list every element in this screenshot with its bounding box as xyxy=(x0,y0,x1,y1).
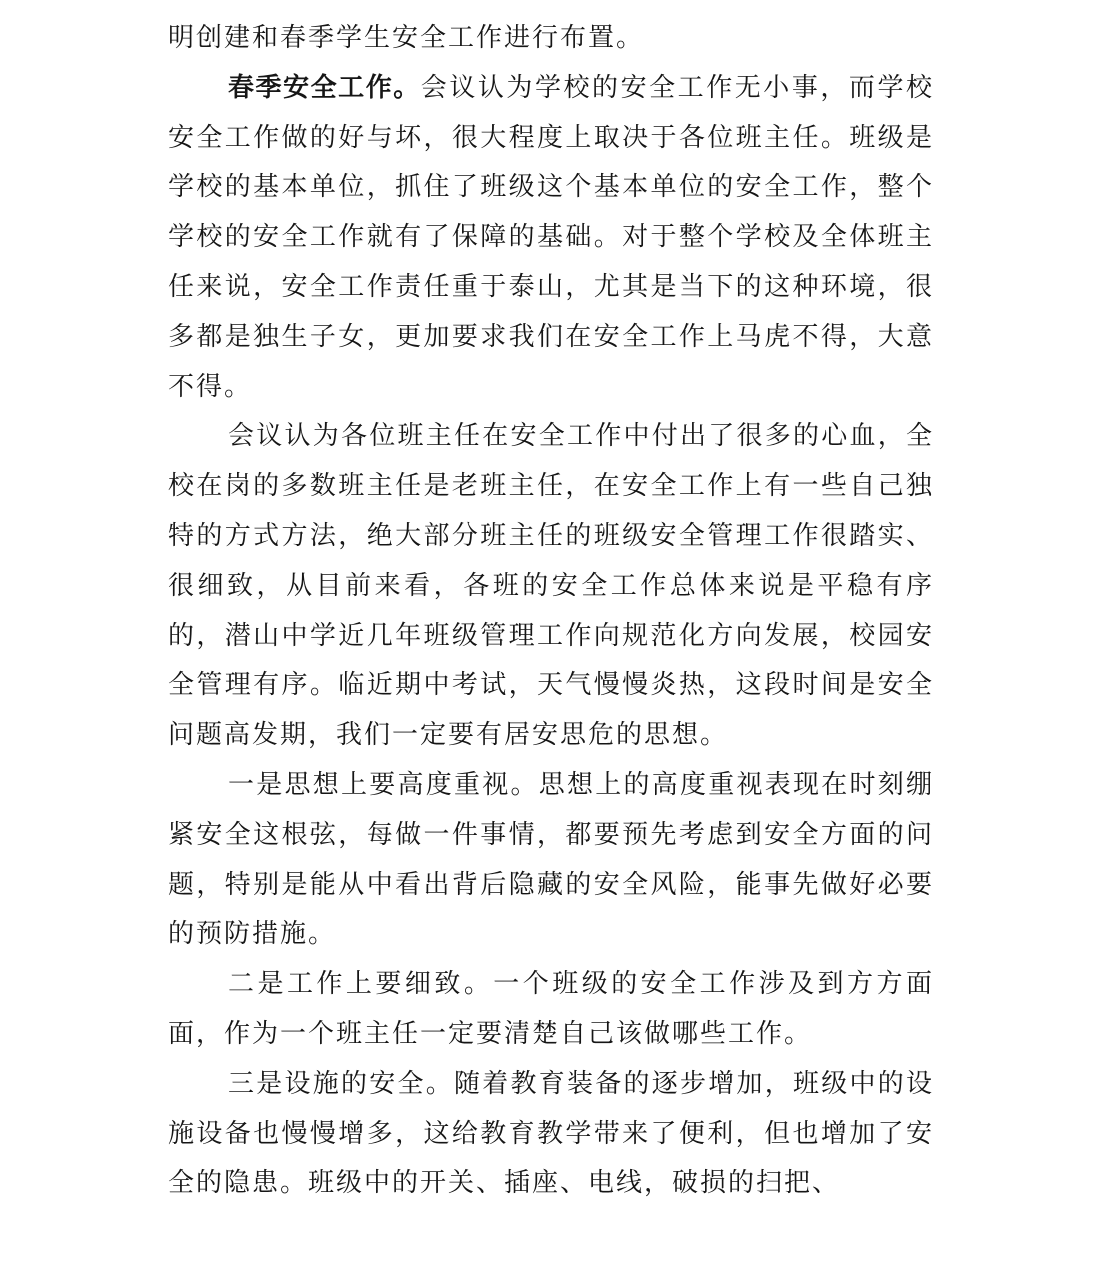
paragraph-lead-heading: 春季安全工作。 xyxy=(228,72,421,103)
paragraph-body: 会议认为学校的安全工作无小事，而学校安全工作做的好与坏，很大程度上取决于各位班主任。班级是学校的基本单位，抓住了班级这个基本单位的安全工作，整个学校的安全工作就有了保障的基础。对于整个学校及全体班主任来说，安全工作责任重于泰山，尤其是当下的这种环境，很多都是独生子女，更加要求我们在安全工作上马虎不得，大意不得。 xyxy=(168,72,934,402)
paragraph-spring-safety xyxy=(168,64,934,413)
document-page xyxy=(168,14,934,1209)
paragraph-point-three: 三是设施的安全。随着教育装备的逐步增加，班级中的设施设备也慢慢增多，这给教育教学带来了便利，但也增加了安全的隐患。班级中的开关、插座、电线，破损的扫把、 xyxy=(168,1068,934,1199)
paragraph-continuation: 明创建和春季学生安全工作进行布置。 xyxy=(168,23,645,53)
paragraph-point-two: 二是工作上要细致。一个班级的安全工作涉及到方方面面，作为一个班主任一定要清楚自己该做哪些工作。 xyxy=(168,969,934,1049)
paragraph-point-one: 一是思想上要高度重视。思想上的高度重视表现在时刻绷紧安全这根弦，每做一件事情，都要预先考虑到安全方面的问题，特别是能从中看出背后隐藏的安全风险，能事先做好必要的预防措施。 xyxy=(168,769,934,950)
paragraph-teacher-effort: 会议认为各位班主任在安全工作中付出了很多的心血，全校在岗的多数班主任是老班主任，在安全工作上有一些自己独特的方式方法，绝大部分班主任的班级安全管理工作很踏实、很细致，从目前来看，各班的安全工作总体来说是平稳有序的，潜山中学近几年班级管理工作向规范化方向发展，校园安全管理有序。临近期中考试，天气慢慢炎热，这段时间是安全问题高发期，我们一定要有居安思危的思想。 xyxy=(168,421,934,751)
